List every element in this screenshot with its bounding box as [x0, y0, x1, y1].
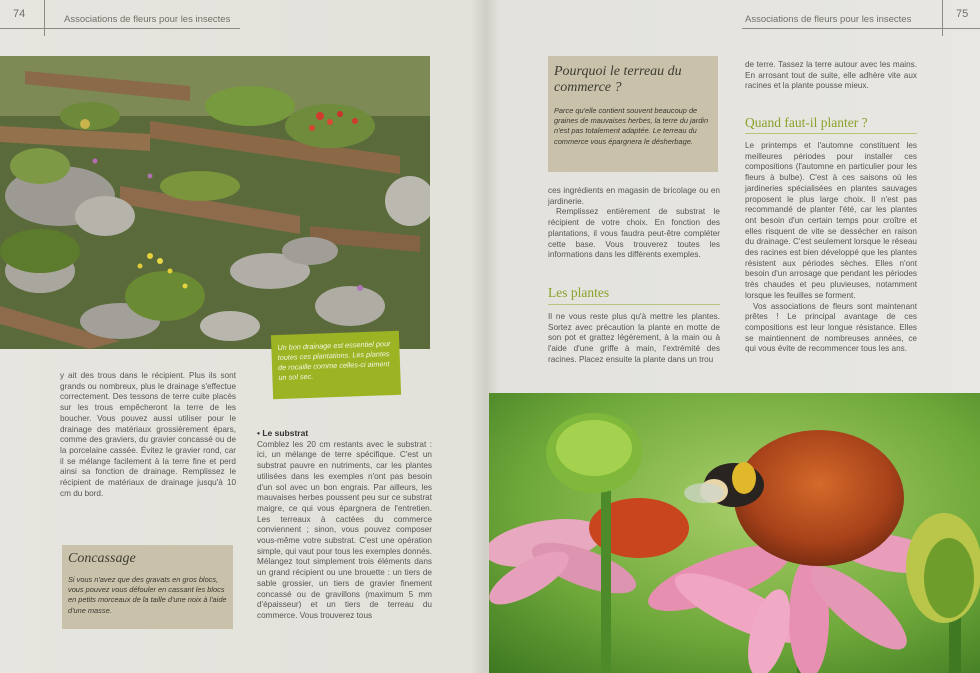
- body-paragraph: Il ne vous reste plus qu'à mettre les plantes. Sortez avec précaution la plante en motte de son pot et grattez légèrement, à la main ou à l'aide d'une griffe à main, l'extrémité des racines. Placez ensuite la plante dans un trou: [548, 312, 720, 364]
- heading-rule: [548, 304, 720, 305]
- substrat-heading: • Le substrat: [257, 428, 309, 438]
- body-column-right-plantes: [548, 312, 720, 366]
- header-rule-left: [0, 28, 240, 29]
- body-paragraph: Le printemps et l'automne constituent les meilleures périodes pour installer ces compositions (l'automne en particulier pour les fleurs à bulbe). C'est à ces saisons où les jardineries spécialisées en plantes sauvages proposent le plus large choix. Il n'est pas recommandé de planter l'été, car les plantes ont besoin d'un certain temps pour croître et elles risquent de vite se dessécher en raison du drainage. C'est seulement lorsque le réseau des racines est bien développé que les plantes résistent aux périodes sèches. Elles n'ont besoin d'un arrosage que pendant les périodes très chaudes et peu pluvieuses, notamment lorsque les feuilles se forment.: [745, 141, 917, 300]
- running-head-left: Associations de fleurs pour les insectes: [64, 14, 231, 25]
- rock-garden-photo: [0, 56, 430, 349]
- body-paragraph: Comblez les 20 cm restants avec le substrat : ici, un mélange de terre spécifique. C'est un substrat pauvre en nutriments, car les plantes utilisées dans les exemples n'ont pas besoin d'un sol avec un bon engrais. Par ailleurs, les mauvaises herbes poussent peu sur ce substrat maigre, ce qui vous épargnera de l'entretien. Les terreaux à cactées du commerce conviennent ; sinon, vous pouvez composer vous-même votre substrat. C'est une opération simple, qui vaut pour tous les exemples donnés. Mélangez tout simplement trois éléments dans un grand récipient ou une brouette : un tiers de sable grossier, un tiers de gravier finement concassé ou de gravillons (maximum 5 mm d'épaisseur) et un tiers de terreau du commerce. Vous trouverez tous: [257, 439, 432, 620]
- terreau-box: [548, 56, 718, 172]
- folio-divider: [942, 0, 943, 36]
- echinacea-bee-photo: [489, 393, 980, 673]
- body-column-right-2a: [745, 60, 917, 92]
- page-number-left: 74: [13, 8, 26, 20]
- body-column-right-1: [548, 186, 720, 261]
- concassage-box-text: Si vous n'avez que des gravats en gros blocs, vous pouvez vous défouler en cassant les blocs en petits morceaux de la taille d'une noix à l'aide d'une masse.: [68, 575, 227, 615]
- body-paragraph: Remplissez entièrement de substrat le récipient de votre choix. En fonction des plantations, il vous faudra peut-être compléter cette base. Vous trouverez toutes les informations dans les différents exemples.: [548, 207, 720, 260]
- terreau-box-text: Parce qu'elle contient souvent beaucoup de graines de mauvaises herbes, la terre du jardin n'est pas totalement adaptée. Le terreau du commerce vous épargnera le désherbage.: [554, 106, 709, 146]
- running-head-right: Associations de fleurs pour les insectes: [745, 14, 912, 25]
- body-column-left-1: [60, 371, 236, 499]
- body-paragraph: de terre. Tassez la terre autour avec les mains. En arrosant tout de suite, elle adhère vite aux racines et la plante pousse mieux.: [745, 60, 917, 91]
- concassage-box-title: Concassage: [68, 551, 136, 566]
- body-column-right-2b: [745, 141, 917, 355]
- photo-caption: Un bon drainage est essentiel pour toutes ces plantations. Les plantes de rocaille comme celles-ci aiment un sol sec.: [271, 331, 401, 399]
- body-column-left-2: [257, 428, 432, 622]
- folio-divider: [44, 0, 45, 36]
- body-paragraph: y ait des trous dans le récipient. Plus ils sont grands ou nombreux, plus le drainage s'effectue correctement. Des tessons de terre cuite placés sur les trous empêcheront la terre de les boucher. Vous pouvez aussi utiliser pour le drainage des matériaux grossièrement épars, comme des graviers, du gravier concassé ou de la porcelaine cassée. Évitez le gravier rond, car il se mélange facilement à la terre fine et perd ainsi sa fonction de drainage. Remplissez le récipient de matériaux de drainage jusqu'à 10 cm du bord.: [60, 371, 236, 498]
- heading-les-plantes: Les plantes: [548, 285, 610, 300]
- page-number-right: 75: [956, 8, 969, 20]
- terreau-box-title: Pourquoi le terreau du commerce ?: [554, 64, 682, 95]
- body-paragraph: ces ingrédients en magasin de bricolage ou en jardinerie.: [548, 186, 720, 206]
- body-paragraph: Vos associations de fleurs sont maintenant prêtes ! Le principal avantage de ces compositions est leur longue résistance. Elles se maintiennent de nombreuses années, ce qui vous évite de recommencer tous les ans.: [745, 301, 917, 354]
- heading-quand-planter: Quand faut-il planter ?: [745, 115, 868, 130]
- concassage-box: [62, 545, 233, 629]
- heading-rule: [745, 133, 917, 134]
- header-rule-right: [742, 28, 980, 29]
